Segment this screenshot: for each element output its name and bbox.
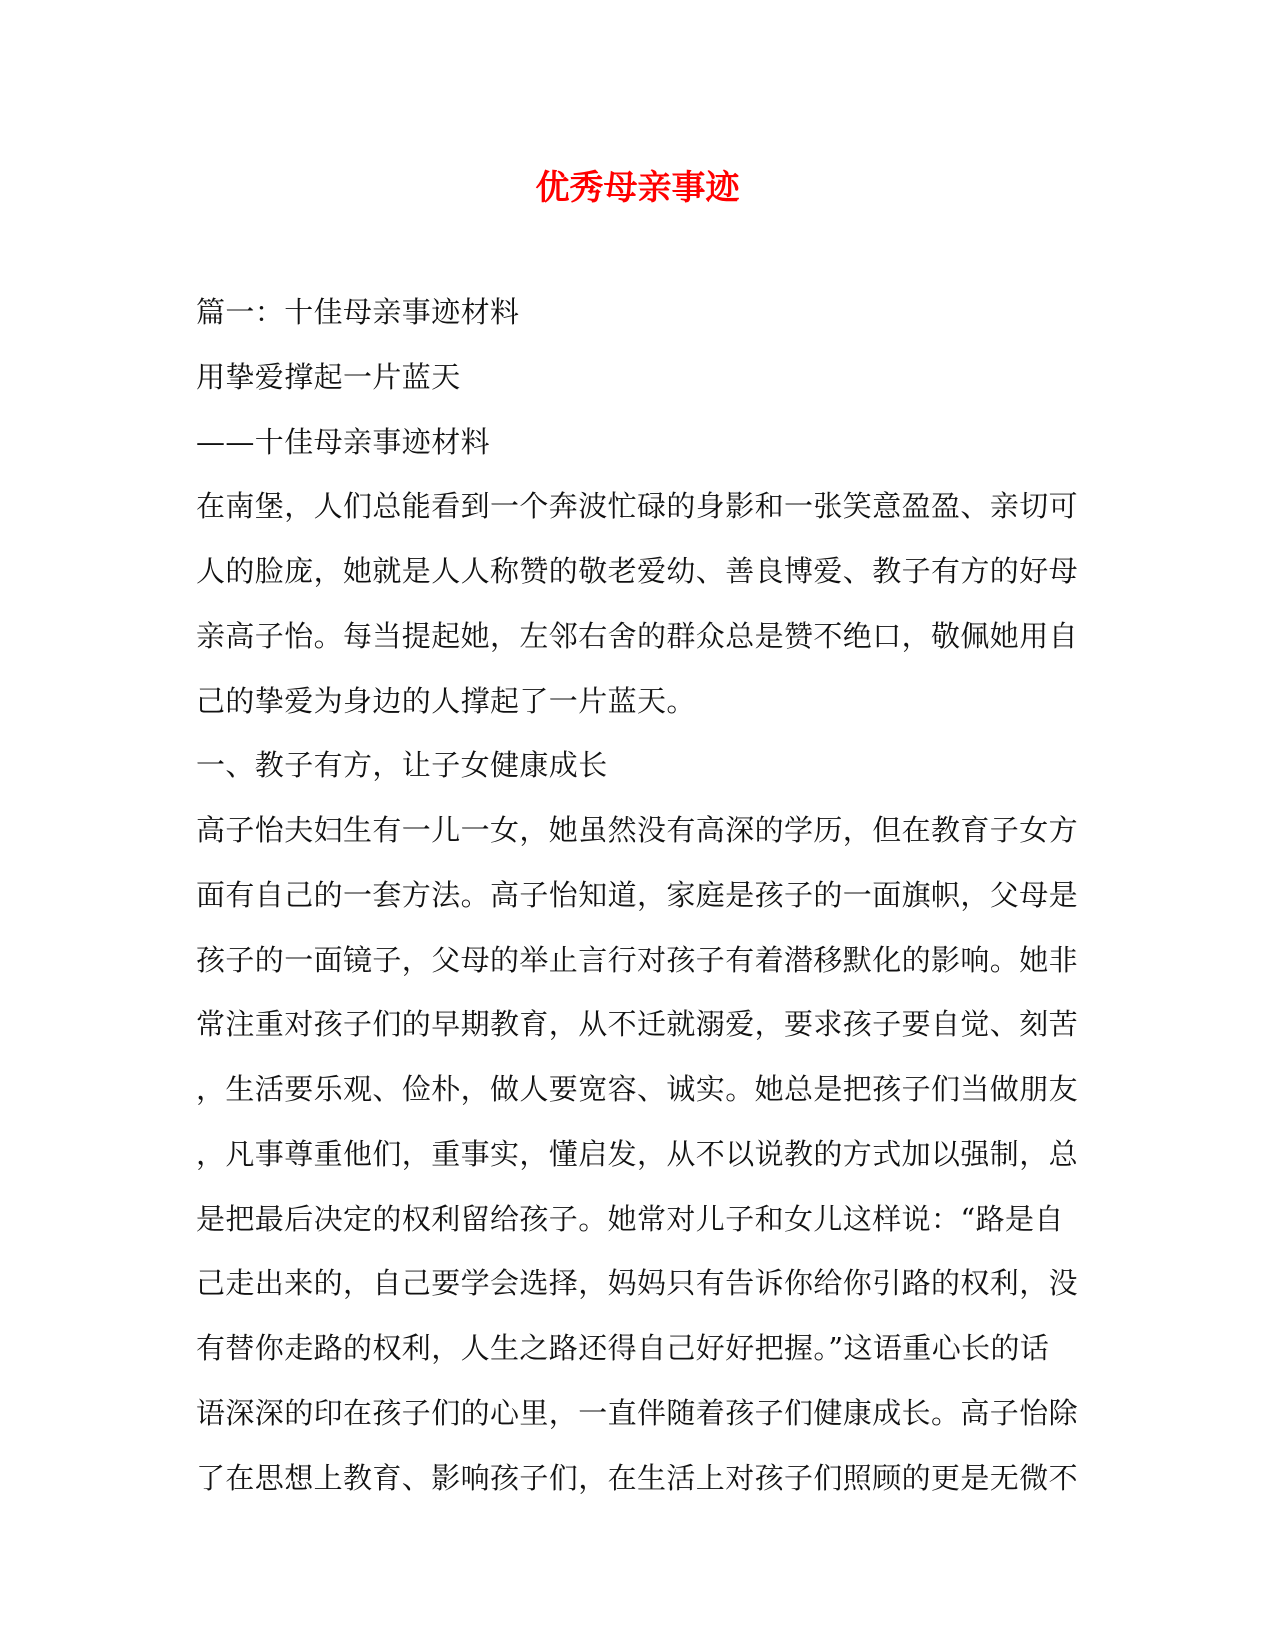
paragraph-line: 己的挚爱为身边的人撑起了一片蓝天。	[196, 683, 696, 718]
article-subtitle: ——十佳母亲事迹材料	[196, 424, 491, 459]
paragraph-line: 语深深的印在孩子们的心里，一直伴随着孩子们健康成长。高子怡除	[196, 1395, 1079, 1430]
subsection-heading: 一、教子有方，让子女健康成长	[196, 748, 608, 783]
article-title: 用挚爱撑起一片蓝天	[196, 359, 461, 394]
paragraph-line: 了在思想上教育、影响孩子们，在生活上对孩子们照顾的更是无微不	[196, 1460, 1079, 1495]
section-heading: 篇一：十佳母亲事迹材料	[196, 295, 520, 329]
paragraph-line: 常注重对孩子们的早期教育，从不迁就溺爱，要求孩子要自觉、刻苦	[196, 1007, 1079, 1042]
paragraph-line: 高子怡夫妇生有一儿一女，她虽然没有高深的学历，但在教育子女方	[196, 813, 1079, 847]
paragraph-line: 有替你走路的权利，人生之路还得自己好好把握。”这语重心长的话	[196, 1331, 1050, 1365]
paragraph-line: 孩子的一面镜子，父母的举止言行对孩子有着潜移默化的影响。她非	[196, 942, 1079, 977]
paragraph-line: 亲高子怡。每当提起她，左邻右舍的群众总是赞不绝口，敬佩她用自	[196, 618, 1079, 653]
paragraph-line: ，生活要乐观、俭朴，做人要宽容、诚实。她总是把孩子们当做朋友	[196, 1072, 1079, 1106]
paragraph-line: 在南堡，人们总能看到一个奔波忙碌的身影和一张笑意盈盈、亲切可	[196, 489, 1079, 524]
paragraph-line: 是把最后决定的权利留给孩子。她常对儿子和女儿这样说：“路是自	[196, 1201, 1064, 1236]
paragraph-line: 人的脸庞，她就是人人称赞的敬老爱幼、善良博爱、教子有方的好母	[196, 554, 1079, 588]
paragraph-line: 己走出来的，自己要学会选择，妈妈只有告诉你给你引路的权利，没	[196, 1266, 1079, 1301]
paragraph-line: ，凡事尊重他们，重事实，懂启发，从不以说教的方式加以强制，总	[196, 1136, 1079, 1171]
document-title: 优秀母亲事迹	[535, 168, 740, 208]
paragraph-line: 面有自己的一套方法。高子怡知道，家庭是孩子的一面旗帜，父母是	[196, 877, 1079, 912]
document-body	[196, 280, 1079, 1510]
